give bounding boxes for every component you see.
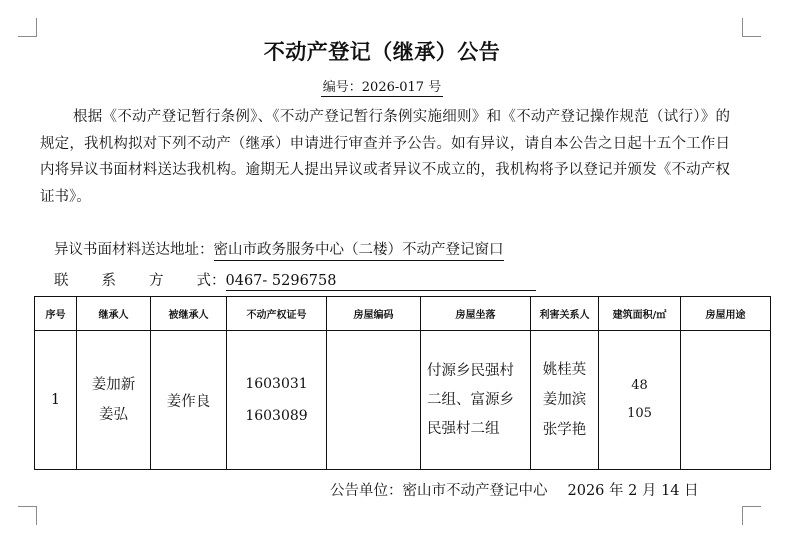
page-corner-mark <box>18 506 37 525</box>
contact-line <box>54 269 536 291</box>
cell-stakeholders <box>531 331 599 470</box>
header-stakeholders: 利害关系人 <box>531 297 599 331</box>
announcement-footer <box>330 479 699 500</box>
stakeholder-name: 张学艳 <box>542 422 587 438</box>
objection-address-line <box>54 238 504 261</box>
page-corner-mark <box>742 18 761 37</box>
cell-house-usage <box>681 331 771 470</box>
header-seq: 序号 <box>35 297 77 331</box>
heir-name: 姜弘 <box>99 407 128 423</box>
cell-cert-numbers <box>227 331 327 470</box>
cert-number: 1603031 <box>245 376 308 392</box>
header-house-location: 房屋坐落 <box>421 297 531 331</box>
header-house-code: 房屋编码 <box>327 297 421 331</box>
registration-table <box>34 296 771 470</box>
heir-name: 姜加新 <box>91 377 136 393</box>
cell-seq: 1 <box>35 331 77 470</box>
header-floor-area: 建筑面积/㎡ <box>599 297 681 331</box>
page-corner-mark <box>742 506 761 525</box>
document-number <box>0 76 764 95</box>
stakeholder-name: 姚桂英 <box>542 362 587 378</box>
issue-date: 2026 年 2 月 14 日 <box>567 483 699 499</box>
cell-house-location <box>421 331 531 470</box>
floor-area-value: 48 <box>631 378 648 393</box>
objection-address-value: 密山市政务服务中心（二楼）不动产登记窗口 <box>214 238 504 261</box>
header-cert-number: 不动产权证号 <box>227 297 327 331</box>
page-corner-mark <box>18 18 37 37</box>
announcement-body: 根据《不动产登记暂行条例》、《不动产登记暂行条例实施细则》和《不动产登记操作规范（试行）》的规定，我机构拟对下列不动产（继承）申请进行审查并予公告。如有异议，请自本公告之日起十五个工作日内将异议书面材料送达我机构。逾期无人提出异议或者异议不成立的，我机构将予以登记并颁发《不动产权证书》。 <box>40 109 730 205</box>
stakeholder-name: 姜加滨 <box>542 392 587 408</box>
contact-label-end: 式： <box>196 273 226 289</box>
document-title: 不动产登记（继承）公告 <box>263 40 501 64</box>
cell-heirs <box>77 331 151 470</box>
cell-decedent: 姜作良 <box>151 331 227 470</box>
cell-floor-area <box>599 331 681 470</box>
objection-address-label: 异议书面材料送达地址： <box>54 242 214 258</box>
table-header-row <box>35 297 771 331</box>
contact-label: 联系方 <box>54 273 197 289</box>
house-location-text: 付源乡民强村二组、富源乡民强村二组 <box>427 362 514 437</box>
issuing-unit: 公告单位：密山市不动产登记中心 <box>330 483 548 499</box>
floor-area-value: 105 <box>627 406 652 421</box>
contact-phone-value: 0467- 5296758 <box>226 273 536 291</box>
header-decedent: 被继承人 <box>151 297 227 331</box>
cert-number: 1603089 <box>245 408 308 424</box>
document-number-text: 编号：2026-017 号 <box>322 80 442 95</box>
header-house-usage: 房屋用途 <box>681 297 771 331</box>
header-heirs: 继承人 <box>77 297 151 331</box>
cell-house-code <box>327 331 421 470</box>
table-row <box>35 331 771 470</box>
